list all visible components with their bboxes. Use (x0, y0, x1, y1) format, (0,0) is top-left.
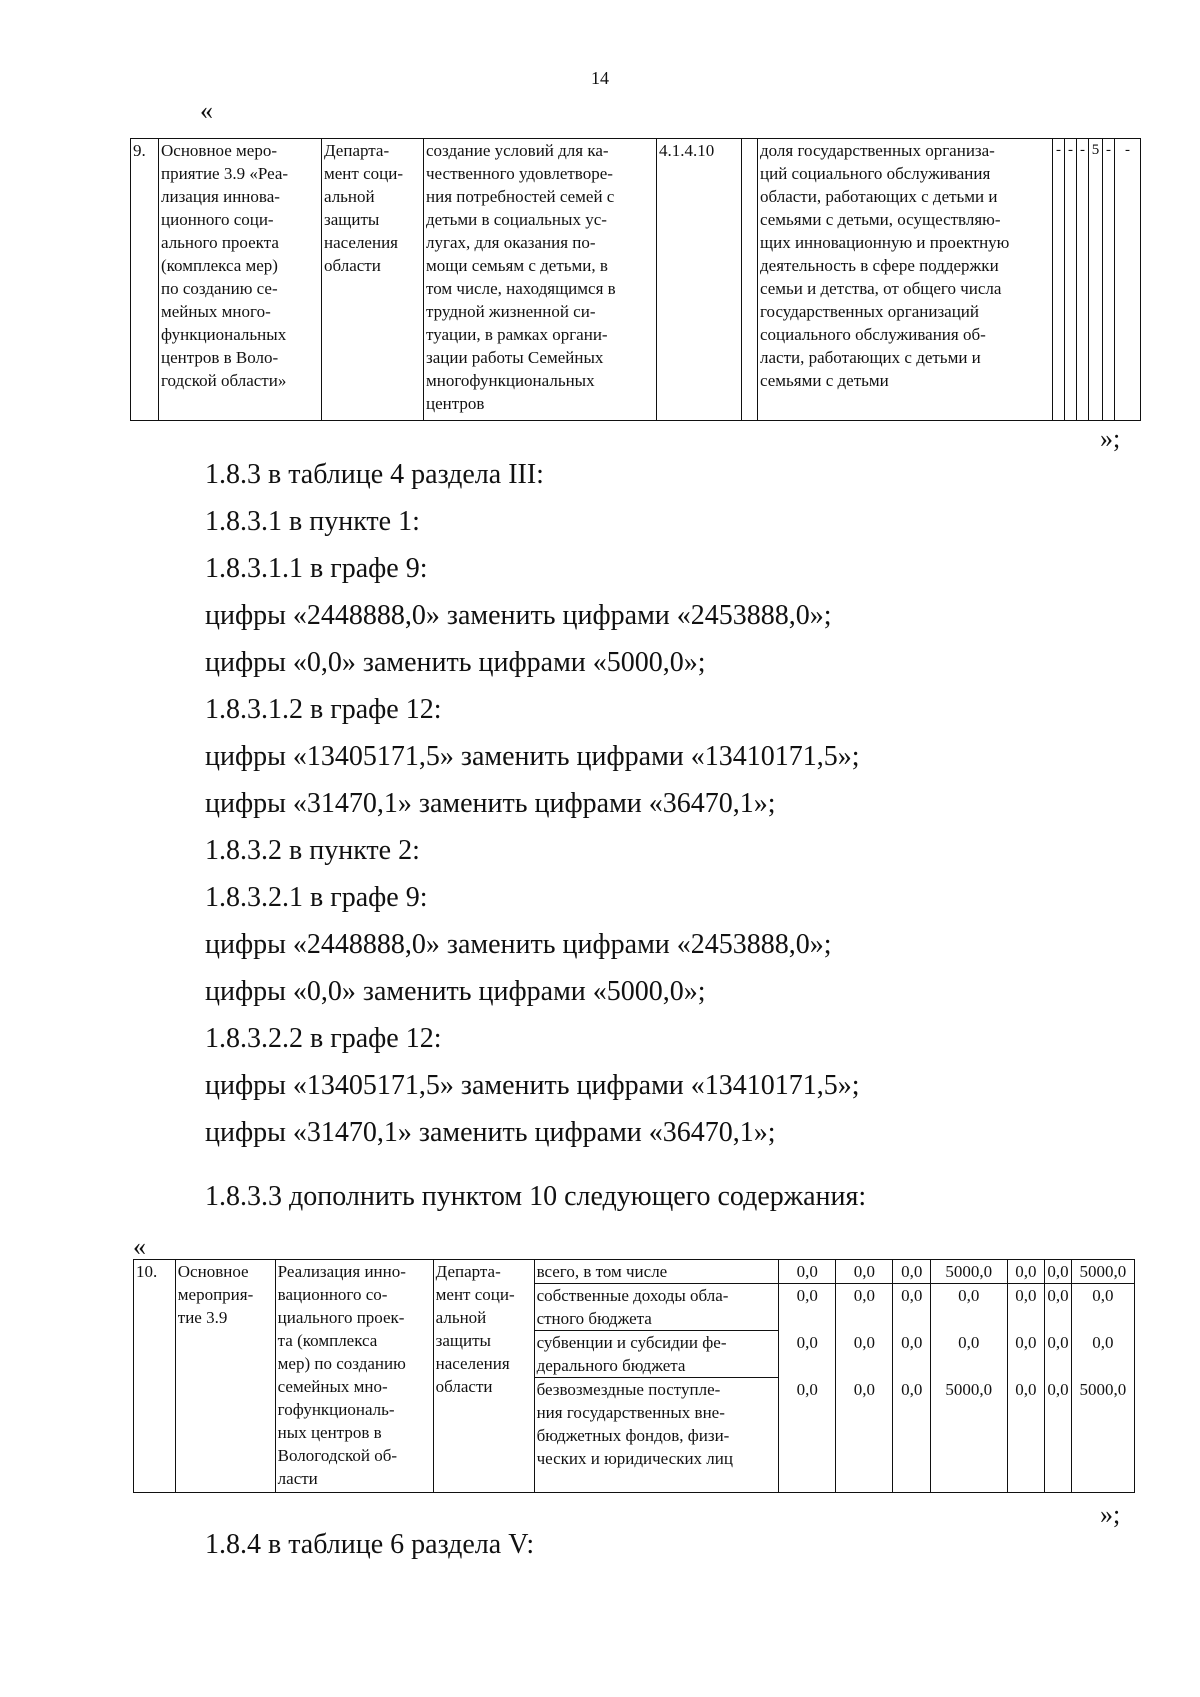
indicator-table (130, 138, 1141, 421)
paragraph: цифры «0,0» заменить цифрами «5000,0»; (205, 647, 706, 678)
task-description: создание условий для ка- чественного удовлетворе- ния потребностей семей с детьми в социальных ус- лугах, для оказания по- мощи семьям с детьми, в том числе, находящимся в трудной жизненной си- туации, в рамках органи- зации работы Семейных многофункциональных центров (424, 139, 657, 421)
event-name: Основное мероприя- тие 3.9 (175, 1260, 275, 1493)
task-code: 4.1.4.10 (657, 139, 742, 421)
project-name: Реализация инно- вационного со- циального проек- та (комплекса мер) по созданию семейных мно- гофункциональ- ных центров в Вологодской об- ласти (275, 1260, 433, 1493)
table-row (131, 139, 1141, 421)
amount: 0,0 (1007, 1284, 1045, 1331)
opening-quote: « (200, 96, 213, 125)
indicator-value: - (1077, 139, 1089, 421)
amount: 0,0 (779, 1331, 836, 1378)
amount: 0,0 (1045, 1284, 1072, 1331)
closing-quote: »; (1100, 1500, 1121, 1529)
paragraph: цифры «13405171,5» заменить цифрами «13410171,5»; (205, 741, 860, 772)
event-name: Основное меро- приятие 3.9 «Реа- лизация иннова- ционного соци- ального проекта (комплекса мер) по созданию се- мейных много- функциональных центров в Воло- годской области» (159, 139, 322, 421)
amount: 5000,0 (1071, 1378, 1134, 1493)
row-number: 10. (134, 1260, 176, 1493)
financing-table (133, 1259, 1135, 1493)
paragraph: цифры «13405171,5» заменить цифрами «13410171,5»; (205, 1070, 860, 1101)
indicator-description: доля государственных организа- ций социального обслуживания области, работающих с детьми и семьями с детьми, осуществляю- щих инновационную и проектную деятельность в сфере поддержки семьи и детства, от общего числа государственных организаций социального обслуживания об- ласти, работающих с детьми и семьями с детьми (758, 139, 1053, 421)
page-number: 14 (591, 68, 609, 88)
opening-quote: « (133, 1232, 146, 1261)
amount: 0,0 (836, 1378, 893, 1493)
amount: 0,0 (931, 1284, 1007, 1331)
empty-cell (742, 139, 758, 421)
paragraph: 1.8.4 в таблице 6 раздела V: (205, 1529, 535, 1560)
amount: 0,0 (1071, 1284, 1134, 1331)
amount: 0,0 (1045, 1378, 1072, 1493)
amount: 0,0 (836, 1331, 893, 1378)
amount: 0,0 (1007, 1331, 1045, 1378)
paragraph: 1.8.3 в таблице 4 раздела III: (205, 459, 544, 490)
indicator-value: - (1065, 139, 1077, 421)
amount: 0,0 (1045, 1260, 1072, 1284)
amount: 0,0 (836, 1260, 893, 1284)
paragraph: цифры «0,0» заменить цифрами «5000,0»; (205, 976, 706, 1007)
amount: 5000,0 (1071, 1260, 1134, 1284)
funding-source: субвенции и субсидии фе- дерального бюджета (534, 1331, 779, 1378)
amount: 0,0 (779, 1284, 836, 1331)
amount: 5000,0 (931, 1260, 1007, 1284)
indicator-value: 5 (1089, 139, 1103, 421)
funding-source: собственные доходы обла- стного бюджета (534, 1284, 779, 1331)
paragraph: цифры «2448888,0» заменить цифрами «2453888,0»; (205, 929, 832, 960)
paragraph: цифры «31470,1» заменить цифрами «36470,1»; (205, 788, 776, 819)
paragraph: 1.8.3.2 в пункте 2: (205, 835, 420, 866)
paragraph: цифры «31470,1» заменить цифрами «36470,1»; (205, 1117, 776, 1148)
amount: 0,0 (779, 1260, 836, 1284)
amount: 0,0 (1007, 1378, 1045, 1493)
department: Департа- мент соци- альной защиты населения области (322, 139, 424, 421)
amount: 0,0 (893, 1260, 931, 1284)
amount: 0,0 (893, 1331, 931, 1378)
paragraph: 1.8.3.3 дополнить пунктом 10 следующего содержания: (205, 1181, 867, 1212)
amount: 5000,0 (931, 1378, 1007, 1493)
department: Департа- мент соци- альной защиты населения области (433, 1260, 534, 1493)
amount: 0,0 (893, 1378, 931, 1493)
amount: 0,0 (893, 1284, 931, 1331)
indicator-value: - (1115, 139, 1141, 421)
paragraph: 1.8.3.1.1 в графе 9: (205, 553, 428, 584)
funding-source: безвозмездные поступле- ния государственных вне- бюджетных фондов, физи- ческих и юридических лиц (534, 1378, 779, 1493)
row-number: 9. (131, 139, 159, 421)
amount: 0,0 (779, 1378, 836, 1493)
paragraph: 1.8.3.1 в пункте 1: (205, 506, 420, 537)
amount: 0,0 (836, 1284, 893, 1331)
paragraph: 1.8.3.2.2 в графе 12: (205, 1023, 442, 1054)
paragraph: цифры «2448888,0» заменить цифрами «2453888,0»; (205, 600, 832, 631)
funding-source: всего, в том числе (534, 1260, 779, 1284)
indicator-value: - (1053, 139, 1065, 421)
amount: 0,0 (931, 1331, 1007, 1378)
indicator-value: - (1103, 139, 1115, 421)
amount: 0,0 (1045, 1331, 1072, 1378)
amount: 0,0 (1071, 1331, 1134, 1378)
paragraph: 1.8.3.2.1 в графе 9: (205, 882, 428, 913)
closing-quote: »; (1100, 424, 1121, 453)
amount: 0,0 (1007, 1260, 1045, 1284)
paragraph: 1.8.3.1.2 в графе 12: (205, 694, 442, 725)
table-row (134, 1260, 1135, 1284)
